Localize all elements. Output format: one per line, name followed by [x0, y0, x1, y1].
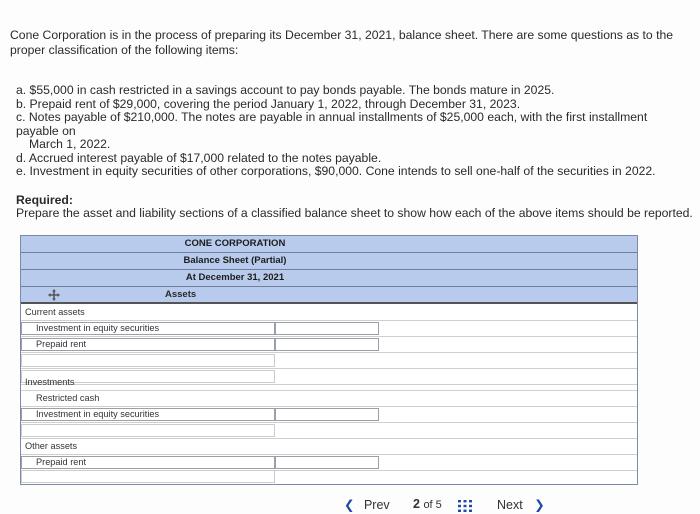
header-separator: [21, 302, 637, 304]
problem-intro: Cone Corporation is in the process of preparing its December 31, 2021, balance sheet. There are some questions as to the proper classification of the following items:: [10, 28, 674, 57]
other-assets-label: Other assets: [25, 441, 78, 451]
other-assets-row: [21, 439, 637, 455]
table-row: [21, 407, 637, 423]
investment-1-label: Restricted cash: [36, 393, 100, 403]
item-c: c. Notes payable of $210,000. The notes are payable in annual installments of $25,000 each, with the first installment payable on: [16, 110, 648, 138]
item-c-continued: March 1, 2022.: [29, 137, 111, 151]
chevron-right-icon: ❯: [534, 498, 545, 512]
header-title-row: [21, 253, 637, 270]
other-asset-total-input[interactable]: [21, 470, 275, 483]
table-row: [21, 353, 637, 369]
header-company-row: [21, 236, 637, 253]
page-indicator: [413, 497, 442, 511]
next-label: Next: [497, 498, 523, 512]
item-a: a. $55,000 in cash restricted in a savings account to pay bonds payable. The bonds mature in 2025.: [16, 83, 555, 97]
current-page: 2: [413, 497, 420, 511]
current-asset-1-label: Investment in equity securities: [36, 323, 160, 333]
page-total: of 5: [423, 499, 442, 511]
item-e: e. Investment in equity securities of other corporations, $90,000. Cone intends to sell one-half of the securities in 2022.: [16, 164, 656, 178]
current-asset-3-input[interactable]: [21, 354, 275, 367]
investments-label: Investments: [25, 377, 75, 387]
required-text: Prepare the asset and liability sections of a classified balance sheet to show how each of the above items should be reported.: [16, 206, 693, 220]
item-d: d. Accrued interest payable of $17,000 related to the notes payable.: [16, 150, 382, 165]
current-asset-2-label: Prepaid rent: [36, 339, 87, 349]
header-date-row: [21, 270, 637, 287]
investment-2-label: Investment in equity securities: [36, 409, 160, 419]
next-button[interactable]: [497, 497, 545, 512]
move-arrows-icon[interactable]: [47, 288, 61, 302]
current-asset-1-amount[interactable]: [275, 322, 379, 335]
statement-title: Balance Sheet (Partial): [183, 255, 287, 266]
assets-section-label: Assets: [165, 289, 197, 300]
grid-icon[interactable]: [458, 500, 472, 512]
table-row: [21, 321, 637, 337]
table-row: [21, 337, 637, 353]
investment-2-amount[interactable]: [275, 408, 379, 421]
current-assets-label: Current assets: [25, 307, 85, 317]
prev-label: Prev: [363, 498, 390, 512]
company-name: CONE CORPORATION: [184, 238, 286, 249]
current-asset-2-amount[interactable]: [275, 338, 379, 351]
chevron-left-icon: ❮: [344, 498, 355, 512]
table-row: [21, 391, 637, 407]
other-asset-1-amount[interactable]: [275, 456, 379, 469]
item-b: b. Prepaid rent of $29,000, covering the period January 1, 2022, through December 31, 2023.: [16, 96, 521, 111]
required-heading: Required:: [16, 193, 73, 207]
table-row: [21, 423, 637, 439]
prev-button[interactable]: [344, 497, 390, 512]
table-row: [21, 469, 637, 484]
current-assets-row: [21, 305, 637, 321]
other-asset-1-label: Prepaid rent: [36, 457, 87, 467]
item-list: [16, 84, 688, 179]
investments-row: [21, 375, 637, 391]
statement-date: At December 31, 2021: [185, 272, 285, 283]
investment-total-input[interactable]: [21, 424, 275, 437]
balance-sheet-table: [20, 235, 638, 485]
